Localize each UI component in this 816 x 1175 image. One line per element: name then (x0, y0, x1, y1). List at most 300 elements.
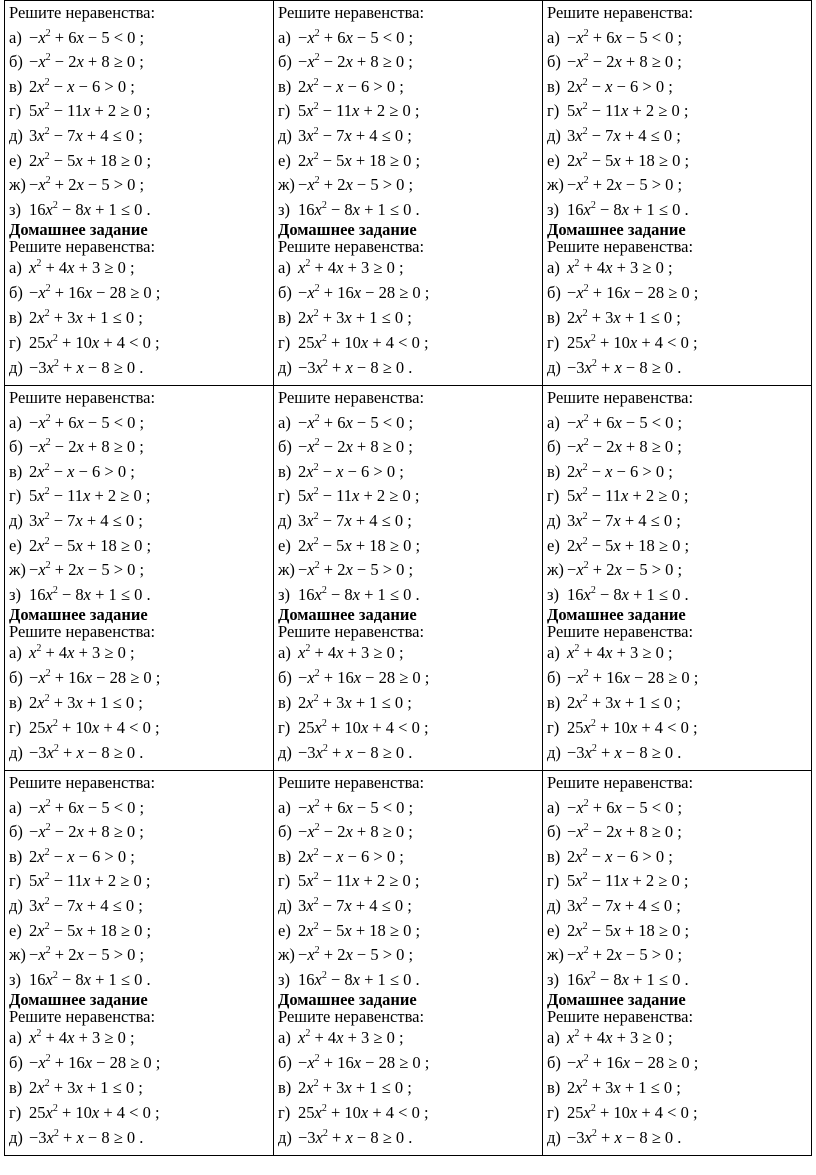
item-expression: $-x^2 + 6x - 5 < 0$ ; (298, 27, 414, 47)
item-label: а) (9, 797, 22, 817)
item-label: г) (278, 101, 291, 121)
class-task-item (547, 943, 807, 968)
item-expression: $x^2 + 4x + 3 \ge 0$ ; (29, 1028, 135, 1048)
item-label: г) (278, 486, 291, 506)
item-label: г) (278, 1102, 291, 1122)
class-task-item (9, 460, 269, 485)
worksheet-card (274, 1, 543, 386)
class-task-item (278, 411, 538, 436)
item-label: б) (278, 1053, 292, 1073)
homework-item (9, 641, 269, 666)
item-label: а) (547, 27, 560, 47)
homework-item (9, 1101, 269, 1126)
item-label: а) (9, 643, 22, 663)
item-expression: $16x^2 - 8x + 1 \le 0$ . (29, 199, 151, 219)
class-task-item (278, 796, 538, 821)
class-task-item (278, 943, 538, 968)
class-task-item (547, 198, 807, 223)
item-expression: $2x^2 + 3x + 1 \le 0$ ; (567, 307, 681, 327)
homework-subtitle: Решите неравенства: (547, 237, 694, 257)
item-expression: $-x^2 + 16x - 28 \ge 0$ ; (29, 283, 161, 303)
item-expression: $25x^2 + 10x + 4 < 0$ ; (567, 1102, 698, 1122)
class-task-item (278, 435, 538, 460)
class-task-item (278, 534, 538, 559)
item-expression: $2x^2 + 3x + 1 \le 0$ ; (298, 692, 412, 712)
item-label: з) (547, 969, 560, 989)
item-label: е) (547, 535, 560, 555)
class-task-item (278, 968, 538, 993)
item-expression: $-x^2 + 16x - 28 \ge 0$ ; (298, 1053, 430, 1073)
item-label: в) (547, 76, 561, 96)
item-expression: $25x^2 + 10x + 4 < 0$ ; (567, 717, 698, 737)
item-label: з) (9, 584, 22, 604)
homework-subtitle: Решите неравенства: (547, 1007, 694, 1027)
worksheet-card (5, 1, 274, 386)
item-expression: $2x^2 - x - 6 > 0$ ; (29, 461, 135, 481)
homework-item (547, 641, 807, 666)
item-label: в) (278, 307, 292, 327)
class-task-item (547, 124, 807, 149)
item-label: в) (547, 1077, 561, 1097)
item-label: а) (9, 1028, 22, 1048)
item-label: а) (547, 1028, 560, 1048)
item-label: а) (547, 643, 560, 663)
item-label: д) (9, 895, 23, 915)
class-task-item (9, 124, 269, 149)
homework-item (9, 1051, 269, 1076)
class-task-title: Решите неравенства: (547, 773, 694, 792)
item-label: а) (278, 643, 291, 663)
item-expression: $3x^2 - 7x + 4 \le 0$ ; (298, 895, 412, 915)
item-label: е) (278, 150, 291, 170)
item-label: д) (547, 742, 561, 762)
item-label: а) (547, 412, 560, 432)
item-label: д) (278, 1127, 292, 1147)
item-expression: $-3x^2 + x - 8 \ge 0$ . (567, 1127, 682, 1147)
class-task-item (278, 460, 538, 485)
class-task-title: Решите неравенства: (9, 773, 156, 792)
item-expression: $-3x^2 + x - 8 \ge 0$ . (567, 357, 682, 377)
homework-item (278, 666, 538, 691)
item-expression: $2x^2 - x - 6 > 0$ ; (298, 76, 404, 96)
item-expression: $25x^2 + 10x + 4 < 0$ ; (29, 1102, 160, 1122)
item-expression: $2x^2 + 3x + 1 \le 0$ ; (29, 1077, 143, 1097)
homework-item (9, 1076, 269, 1101)
item-expression: $-x^2 - 2x + 8 \ge 0$ ; (298, 437, 413, 457)
item-expression: $-x^2 - 2x + 8 \ge 0$ ; (298, 822, 413, 842)
worksheet-card (274, 386, 543, 771)
item-expression: $-x^2 + 6x - 5 < 0$ ; (567, 412, 683, 432)
homework-item (9, 256, 269, 281)
item-expression: $-x^2 + 2x - 5 > 0$ ; (29, 175, 145, 195)
homework-item (9, 331, 269, 356)
class-task-item (278, 26, 538, 51)
item-label: ж) (9, 945, 26, 965)
class-task-item (547, 411, 807, 436)
class-task-item (278, 99, 538, 124)
item-label: д) (547, 895, 561, 915)
item-expression: $-x^2 - 2x + 8 \ge 0$ ; (298, 52, 413, 72)
item-expression: $16x^2 - 8x + 1 \le 0$ . (298, 199, 420, 219)
class-task-item (9, 845, 269, 870)
item-label: а) (278, 412, 291, 432)
item-label: ж) (278, 175, 295, 195)
item-expression: $5x^2 - 11x + 2 \ge 0$ ; (298, 486, 420, 506)
class-task-item (547, 968, 807, 993)
item-expression: $-x^2 + 2x - 5 > 0$ ; (567, 945, 683, 965)
item-expression: $3x^2 - 7x + 4 \le 0$ ; (29, 125, 143, 145)
class-task-item (547, 26, 807, 51)
class-task-item (547, 845, 807, 870)
item-label: а) (278, 797, 291, 817)
item-label: ж) (547, 175, 564, 195)
item-expression: $-x^2 + 16x - 28 \ge 0$ ; (567, 668, 699, 688)
homework-subtitle: Решите неравенства: (9, 622, 156, 642)
class-task-item (547, 894, 807, 919)
item-label: б) (278, 668, 292, 688)
homework-title: Домашнее задание (9, 220, 148, 240)
homework-item (547, 1051, 807, 1076)
item-label: в) (278, 1077, 292, 1097)
item-expression: $-x^2 + 6x - 5 < 0$ ; (298, 797, 414, 817)
homework-title: Домашнее задание (547, 605, 686, 625)
item-label: б) (547, 822, 561, 842)
item-label: в) (547, 692, 561, 712)
item-label: д) (547, 1127, 561, 1147)
item-expression: $-x^2 - 2x + 8 \ge 0$ ; (567, 52, 682, 72)
item-expression: $2x^2 - x - 6 > 0$ ; (567, 76, 673, 96)
class-task-item (547, 75, 807, 100)
worksheet-card (5, 386, 274, 771)
item-expression: $-3x^2 + x - 8 \ge 0$ . (29, 357, 144, 377)
item-expression: $5x^2 - 11x + 2 \ge 0$ ; (29, 101, 151, 121)
homework-item (278, 1126, 538, 1151)
homework-item (278, 741, 538, 766)
homework-item (547, 256, 807, 281)
item-label: д) (9, 357, 23, 377)
homework-item (9, 716, 269, 741)
item-expression: $x^2 + 4x + 3 \ge 0$ ; (567, 258, 673, 278)
item-expression: $5x^2 - 11x + 2 \ge 0$ ; (567, 101, 689, 121)
class-task-item (9, 435, 269, 460)
item-label: з) (278, 969, 291, 989)
item-expression: $2x^2 - x - 6 > 0$ ; (567, 846, 673, 866)
class-task-item (547, 99, 807, 124)
item-expression: $2x^2 - x - 6 > 0$ ; (298, 461, 404, 481)
item-label: ж) (278, 945, 295, 965)
item-expression: $2x^2 + 3x + 1 \le 0$ ; (29, 307, 143, 327)
class-task-item (547, 173, 807, 198)
worksheet-card (543, 386, 812, 771)
worksheet-card (5, 771, 274, 1156)
worksheet-card (543, 1, 812, 386)
item-expression: $x^2 + 4x + 3 \ge 0$ ; (298, 1028, 404, 1048)
item-label: в) (9, 461, 23, 481)
class-task-item (547, 50, 807, 75)
item-expression: $2x^2 - 5x + 18 \ge 0$ ; (29, 150, 152, 170)
item-label: е) (9, 920, 22, 940)
item-expression: $2x^2 - 5x + 18 \ge 0$ ; (298, 150, 421, 170)
item-expression: $16x^2 - 8x + 1 \le 0$ . (567, 584, 689, 604)
item-label: б) (547, 52, 561, 72)
item-label: в) (547, 846, 561, 866)
item-label: а) (9, 412, 22, 432)
homework-item (278, 691, 538, 716)
item-expression: $-x^2 + 16x - 28 \ge 0$ ; (567, 283, 699, 303)
item-expression: $-x^2 + 2x - 5 > 0$ ; (567, 175, 683, 195)
item-expression: $2x^2 - 5x + 18 \ge 0$ ; (298, 535, 421, 555)
homework-item (278, 356, 538, 381)
class-task-item (9, 50, 269, 75)
item-expression: $-x^2 + 16x - 28 \ge 0$ ; (298, 668, 430, 688)
item-expression: $-x^2 - 2x + 8 \ge 0$ ; (29, 52, 144, 72)
homework-title: Домашнее задание (278, 990, 417, 1010)
item-expression: $-3x^2 + x - 8 \ge 0$ . (567, 742, 682, 762)
item-label: б) (278, 437, 292, 457)
grid-row (5, 771, 812, 1156)
class-task-item (9, 99, 269, 124)
item-expression: $-x^2 + 2x - 5 > 0$ ; (29, 945, 145, 965)
item-label: б) (547, 283, 561, 303)
item-label: а) (547, 797, 560, 817)
class-task-item (9, 484, 269, 509)
item-expression: $-x^2 + 6x - 5 < 0$ ; (567, 27, 683, 47)
homework-title: Домашнее задание (9, 990, 148, 1010)
item-label: д) (278, 895, 292, 915)
item-label: г) (278, 871, 291, 891)
class-task-item (9, 919, 269, 944)
homework-item (278, 256, 538, 281)
item-expression: $16x^2 - 8x + 1 \le 0$ . (29, 584, 151, 604)
class-task-title: Решите неравенства: (547, 3, 694, 22)
item-label: з) (9, 969, 22, 989)
item-label: б) (278, 52, 292, 72)
class-task-item (9, 796, 269, 821)
item-expression: $-x^2 + 16x - 28 \ge 0$ ; (567, 1053, 699, 1073)
class-task-item (278, 869, 538, 894)
item-label: з) (547, 199, 560, 219)
grid-row (5, 386, 812, 771)
class-task-title: Решите неравенства: (9, 388, 156, 407)
class-task-item (9, 173, 269, 198)
class-task-item (547, 460, 807, 485)
homework-item (547, 331, 807, 356)
class-task-item (278, 173, 538, 198)
item-label: б) (9, 283, 23, 303)
item-label: в) (9, 76, 23, 96)
class-task-item (547, 149, 807, 174)
class-task-item (278, 919, 538, 944)
class-task-item (547, 583, 807, 608)
item-expression: $25x^2 + 10x + 4 < 0$ ; (298, 717, 429, 737)
class-task-item (9, 534, 269, 559)
item-label: б) (9, 52, 23, 72)
item-expression: $3x^2 - 7x + 4 \le 0$ ; (567, 895, 681, 915)
item-expression: $-x^2 + 6x - 5 < 0$ ; (298, 412, 414, 432)
item-label: г) (547, 101, 560, 121)
homework-item (547, 1101, 807, 1126)
item-label: в) (9, 307, 23, 327)
homework-subtitle: Решите неравенства: (9, 1007, 156, 1027)
item-expression: $25x^2 + 10x + 4 < 0$ ; (298, 1102, 429, 1122)
homework-subtitle: Решите неравенства: (547, 622, 694, 642)
homework-subtitle: Решите неравенства: (278, 622, 425, 642)
class-task-item (547, 558, 807, 583)
item-expression: $-x^2 + 2x - 5 > 0$ ; (567, 560, 683, 580)
item-label: д) (9, 125, 23, 145)
item-label: г) (547, 332, 560, 352)
item-expression: $-x^2 + 6x - 5 < 0$ ; (29, 412, 145, 432)
item-expression: $2x^2 + 3x + 1 \le 0$ ; (298, 307, 412, 327)
class-task-item (547, 435, 807, 460)
class-task-item (9, 869, 269, 894)
item-label: а) (278, 1028, 291, 1048)
item-expression: $2x^2 - x - 6 > 0$ ; (298, 846, 404, 866)
item-label: а) (9, 27, 22, 47)
item-label: г) (547, 1102, 560, 1122)
homework-title: Домашнее задание (547, 990, 686, 1010)
worksheet-card (274, 771, 543, 1156)
item-expression: $16x^2 - 8x + 1 \le 0$ . (298, 969, 420, 989)
homework-subtitle: Решите неравенства: (278, 237, 425, 257)
item-expression: $5x^2 - 11x + 2 \ge 0$ ; (298, 101, 420, 121)
item-label: в) (9, 692, 23, 712)
item-expression: $25x^2 + 10x + 4 < 0$ ; (29, 332, 160, 352)
item-expression: $x^2 + 4x + 3 \ge 0$ ; (29, 643, 135, 663)
item-expression: $5x^2 - 11x + 2 \ge 0$ ; (567, 486, 689, 506)
item-expression: $5x^2 - 11x + 2 \ge 0$ ; (567, 871, 689, 891)
item-label: е) (547, 150, 560, 170)
item-expression: $2x^2 + 3x + 1 \le 0$ ; (29, 692, 143, 712)
class-task-item (278, 820, 538, 845)
homework-item (9, 1026, 269, 1051)
class-task-item (278, 558, 538, 583)
item-expression: $2x^2 + 3x + 1 \le 0$ ; (567, 692, 681, 712)
class-task-title: Решите неравенства: (9, 3, 156, 22)
homework-item (278, 1026, 538, 1051)
item-expression: $2x^2 - 5x + 18 \ge 0$ ; (298, 920, 421, 940)
item-expression: $-x^2 + 2x - 5 > 0$ ; (298, 175, 414, 195)
worksheet-card (543, 771, 812, 1156)
item-expression: $3x^2 - 7x + 4 \le 0$ ; (29, 510, 143, 530)
item-label: в) (278, 692, 292, 712)
item-label: б) (547, 668, 561, 688)
homework-title: Домашнее задание (278, 220, 417, 240)
item-label: д) (547, 510, 561, 530)
item-expression: $x^2 + 4x + 3 \ge 0$ ; (298, 258, 404, 278)
item-expression: $-x^2 + 2x - 5 > 0$ ; (29, 560, 145, 580)
item-expression: $3x^2 - 7x + 4 \le 0$ ; (29, 895, 143, 915)
homework-item (9, 741, 269, 766)
item-label: г) (278, 717, 291, 737)
item-label: з) (9, 199, 22, 219)
item-expression: $25x^2 + 10x + 4 < 0$ ; (29, 717, 160, 737)
item-label: г) (547, 486, 560, 506)
homework-title: Домашнее задание (547, 220, 686, 240)
item-label: г) (9, 717, 22, 737)
item-label: а) (547, 258, 560, 278)
class-task-item (9, 198, 269, 223)
item-label: г) (278, 332, 291, 352)
class-task-item (278, 894, 538, 919)
homework-item (9, 356, 269, 381)
item-expression: $-3x^2 + x - 8 \ge 0$ . (29, 742, 144, 762)
item-expression: $-x^2 + 6x - 5 < 0$ ; (29, 797, 145, 817)
item-expression: $3x^2 - 7x + 4 \le 0$ ; (298, 510, 412, 530)
item-expression: $3x^2 - 7x + 4 \le 0$ ; (298, 125, 412, 145)
item-label: з) (547, 584, 560, 604)
item-expression: $x^2 + 4x + 3 \ge 0$ ; (298, 643, 404, 663)
item-label: а) (278, 27, 291, 47)
item-expression: $-x^2 + 6x - 5 < 0$ ; (567, 797, 683, 817)
item-expression: $5x^2 - 11x + 2 \ge 0$ ; (29, 486, 151, 506)
class-task-item (9, 411, 269, 436)
item-expression: $-3x^2 + x - 8 \ge 0$ . (29, 1127, 144, 1147)
class-task-title: Решите неравенства: (278, 3, 425, 22)
class-task-item (9, 943, 269, 968)
class-task-item (547, 509, 807, 534)
homework-item (547, 716, 807, 741)
item-expression: $3x^2 - 7x + 4 \le 0$ ; (567, 510, 681, 530)
item-label: в) (278, 846, 292, 866)
item-label: е) (278, 535, 291, 555)
class-task-item (9, 968, 269, 993)
item-expression: $2x^2 + 3x + 1 \le 0$ ; (567, 1077, 681, 1097)
class-task-item (278, 198, 538, 223)
item-expression: $16x^2 - 8x + 1 \le 0$ . (567, 199, 689, 219)
item-expression: $16x^2 - 8x + 1 \le 0$ . (567, 969, 689, 989)
homework-item (547, 741, 807, 766)
class-task-item (547, 820, 807, 845)
item-label: г) (547, 871, 560, 891)
item-label: ж) (9, 560, 26, 580)
item-label: ж) (547, 945, 564, 965)
homework-item (547, 691, 807, 716)
homework-item (9, 691, 269, 716)
item-expression: $-3x^2 + x - 8 \ge 0$ . (298, 357, 413, 377)
item-expression: $-x^2 + 6x - 5 < 0$ ; (29, 27, 145, 47)
item-expression: $2x^2 - 5x + 18 \ge 0$ ; (567, 535, 690, 555)
item-label: з) (278, 199, 291, 219)
grid-row (5, 1, 812, 386)
item-label: а) (278, 258, 291, 278)
homework-item (547, 1026, 807, 1051)
item-expression: $-3x^2 + x - 8 \ge 0$ . (298, 742, 413, 762)
item-label: б) (278, 283, 292, 303)
item-label: в) (278, 461, 292, 481)
homework-title: Домашнее задание (278, 605, 417, 625)
item-expression: $-x^2 + 16x - 28 \ge 0$ ; (29, 668, 161, 688)
item-label: з) (278, 584, 291, 604)
class-task-item (9, 75, 269, 100)
class-task-item (9, 583, 269, 608)
item-label: г) (9, 332, 22, 352)
class-task-item (547, 919, 807, 944)
homework-item (278, 716, 538, 741)
class-task-item (547, 869, 807, 894)
homework-item (278, 641, 538, 666)
item-expression: $x^2 + 4x + 3 \ge 0$ ; (29, 258, 135, 278)
item-expression: $3x^2 - 7x + 4 \le 0$ ; (567, 125, 681, 145)
item-expression: $-3x^2 + x - 8 \ge 0$ . (298, 1127, 413, 1147)
class-task-item (278, 124, 538, 149)
homework-item (547, 356, 807, 381)
item-expression: $-x^2 + 2x - 5 > 0$ ; (298, 560, 414, 580)
item-label: в) (278, 76, 292, 96)
class-task-title: Решите неравенства: (547, 388, 694, 407)
item-expression: $-x^2 - 2x + 8 \ge 0$ ; (29, 822, 144, 842)
class-task-item (9, 558, 269, 583)
